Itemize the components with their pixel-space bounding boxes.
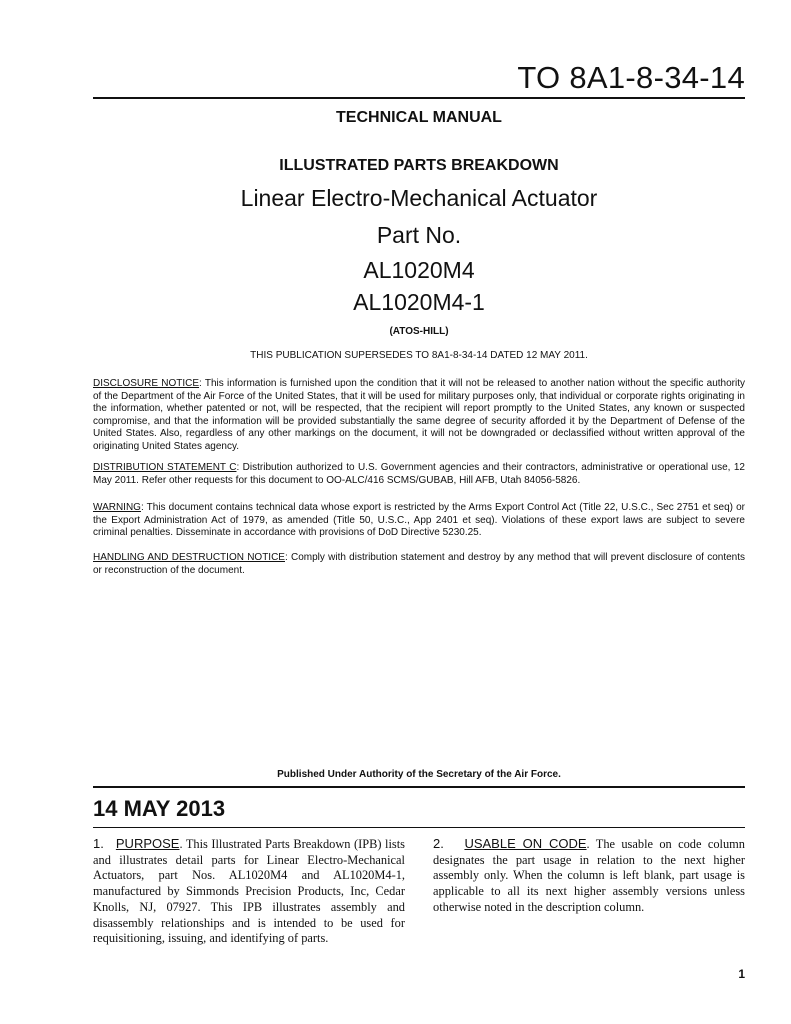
section-purpose xyxy=(93,836,405,947)
section-heading-row xyxy=(433,836,587,851)
manual-kind: ILLUSTRATED PARTS BREAKDOWN xyxy=(279,157,559,174)
section-heading: USABLE ON CODE xyxy=(464,836,587,851)
authority-statement: Published Under Authority of the Secretary of the Air Force. xyxy=(277,769,561,780)
distribution-statement xyxy=(93,462,745,487)
handling-heading: HANDLING AND DESTRUCTION NOTICE xyxy=(93,552,285,563)
section-heading-row xyxy=(93,836,179,851)
document-title: Linear Electro-Mechanical Actuator xyxy=(240,185,598,211)
manual-type: TECHNICAL MANUAL xyxy=(336,109,502,126)
warning-notice xyxy=(93,502,745,540)
page-number: 1 xyxy=(738,967,745,981)
disclosure-notice xyxy=(93,378,745,454)
distribution-heading: DISTRIBUTION STATEMENT C xyxy=(93,462,237,473)
publication-date: 14 MAY 2013 xyxy=(93,796,226,821)
handling-notice xyxy=(93,552,745,577)
section-text: . This Illustrated Parts Breakdown (IPB) lists and illustrates detail parts for Linear Electro-Mechanical Actuators, part Nos. AL1020M4 and AL1020M4-1, manufactured by Simmonds Precision Products, Inc, Cedar Knolls, NJ, 07927. This IPB illustrates assembly and disassembly relationships and is intended to be used for requisitioning, issuing, and identifying of parts. xyxy=(93,837,405,946)
section-text: . The usable on code column designates the part usage in relation to the next higher assembly only. When the column is left blank, part usage is applicable to all its next higher assembly versions unless otherwise noted in the description column. xyxy=(433,837,745,914)
section-number: 1. xyxy=(93,836,104,851)
part-number-1: AL1020M4 xyxy=(363,257,475,283)
part-number-2: AL1020M4-1 xyxy=(353,289,485,315)
section-number: 2. xyxy=(433,836,444,851)
date-rule xyxy=(93,786,745,788)
part-no-label: Part No. xyxy=(376,222,462,248)
header-rule xyxy=(93,97,745,99)
disclosure-heading: DISCLOSURE NOTICE xyxy=(93,378,200,389)
supersede-statement: THIS PUBLICATION SUPERSEDES TO 8A1-8-34-14 DATED 12 MAY 2011. xyxy=(250,350,588,361)
disclosure-text: : This information is furnished upon the condition that it will not be released to another nation without the specific authority of the Department of the Air Force of the United States, that it will be used for military purposes only, that individual or corporate rights originating in the information, whether patented or not, will be respected, that the recipient will report promptly to the United States, any known or suspected compromise, and that the information will be provided substantially the same degree of security afforded it by the Department of Defense of the United States. Also, regardless of any other markings on the document, it will not be downgraded or declassified without written approval of the originating United States agency. xyxy=(93,378,745,452)
to-number: TO 8A1-8-34-14 xyxy=(517,60,745,95)
section-usable-on-code xyxy=(433,836,745,916)
warning-heading: WARNING xyxy=(93,502,141,513)
distribution-text: : Distribution authorized to U.S. Government agencies and their contractors, administrative or operational use, 12 May 2011. Refer other requests for this document to OO-ALC/416 SCMS/GUBAB, Hill AFB, Utah 84056-5826. xyxy=(93,462,745,486)
section-heading: PURPOSE xyxy=(115,836,180,851)
date-rule-thin xyxy=(93,827,745,828)
handling-text: : Comply with distribution statement and destroy by any method that will prevent disclosure of contents or reconstruction of the document. xyxy=(93,552,745,576)
office-code: (ATOS-HILL) xyxy=(389,326,449,337)
warning-text: : This document contains technical data whose export is restricted by the Arms Export Control Act (Title 22, U.S.C., Sec 2751 et seq) or the Export Administration Act of 1979, as amended (Title 50, U.S.C., App 2401 et seq). Violations of these export laws are subject to severe criminal penalties. Disseminate in accordance with provisions of DoD Directive 5230.25. xyxy=(93,502,745,539)
